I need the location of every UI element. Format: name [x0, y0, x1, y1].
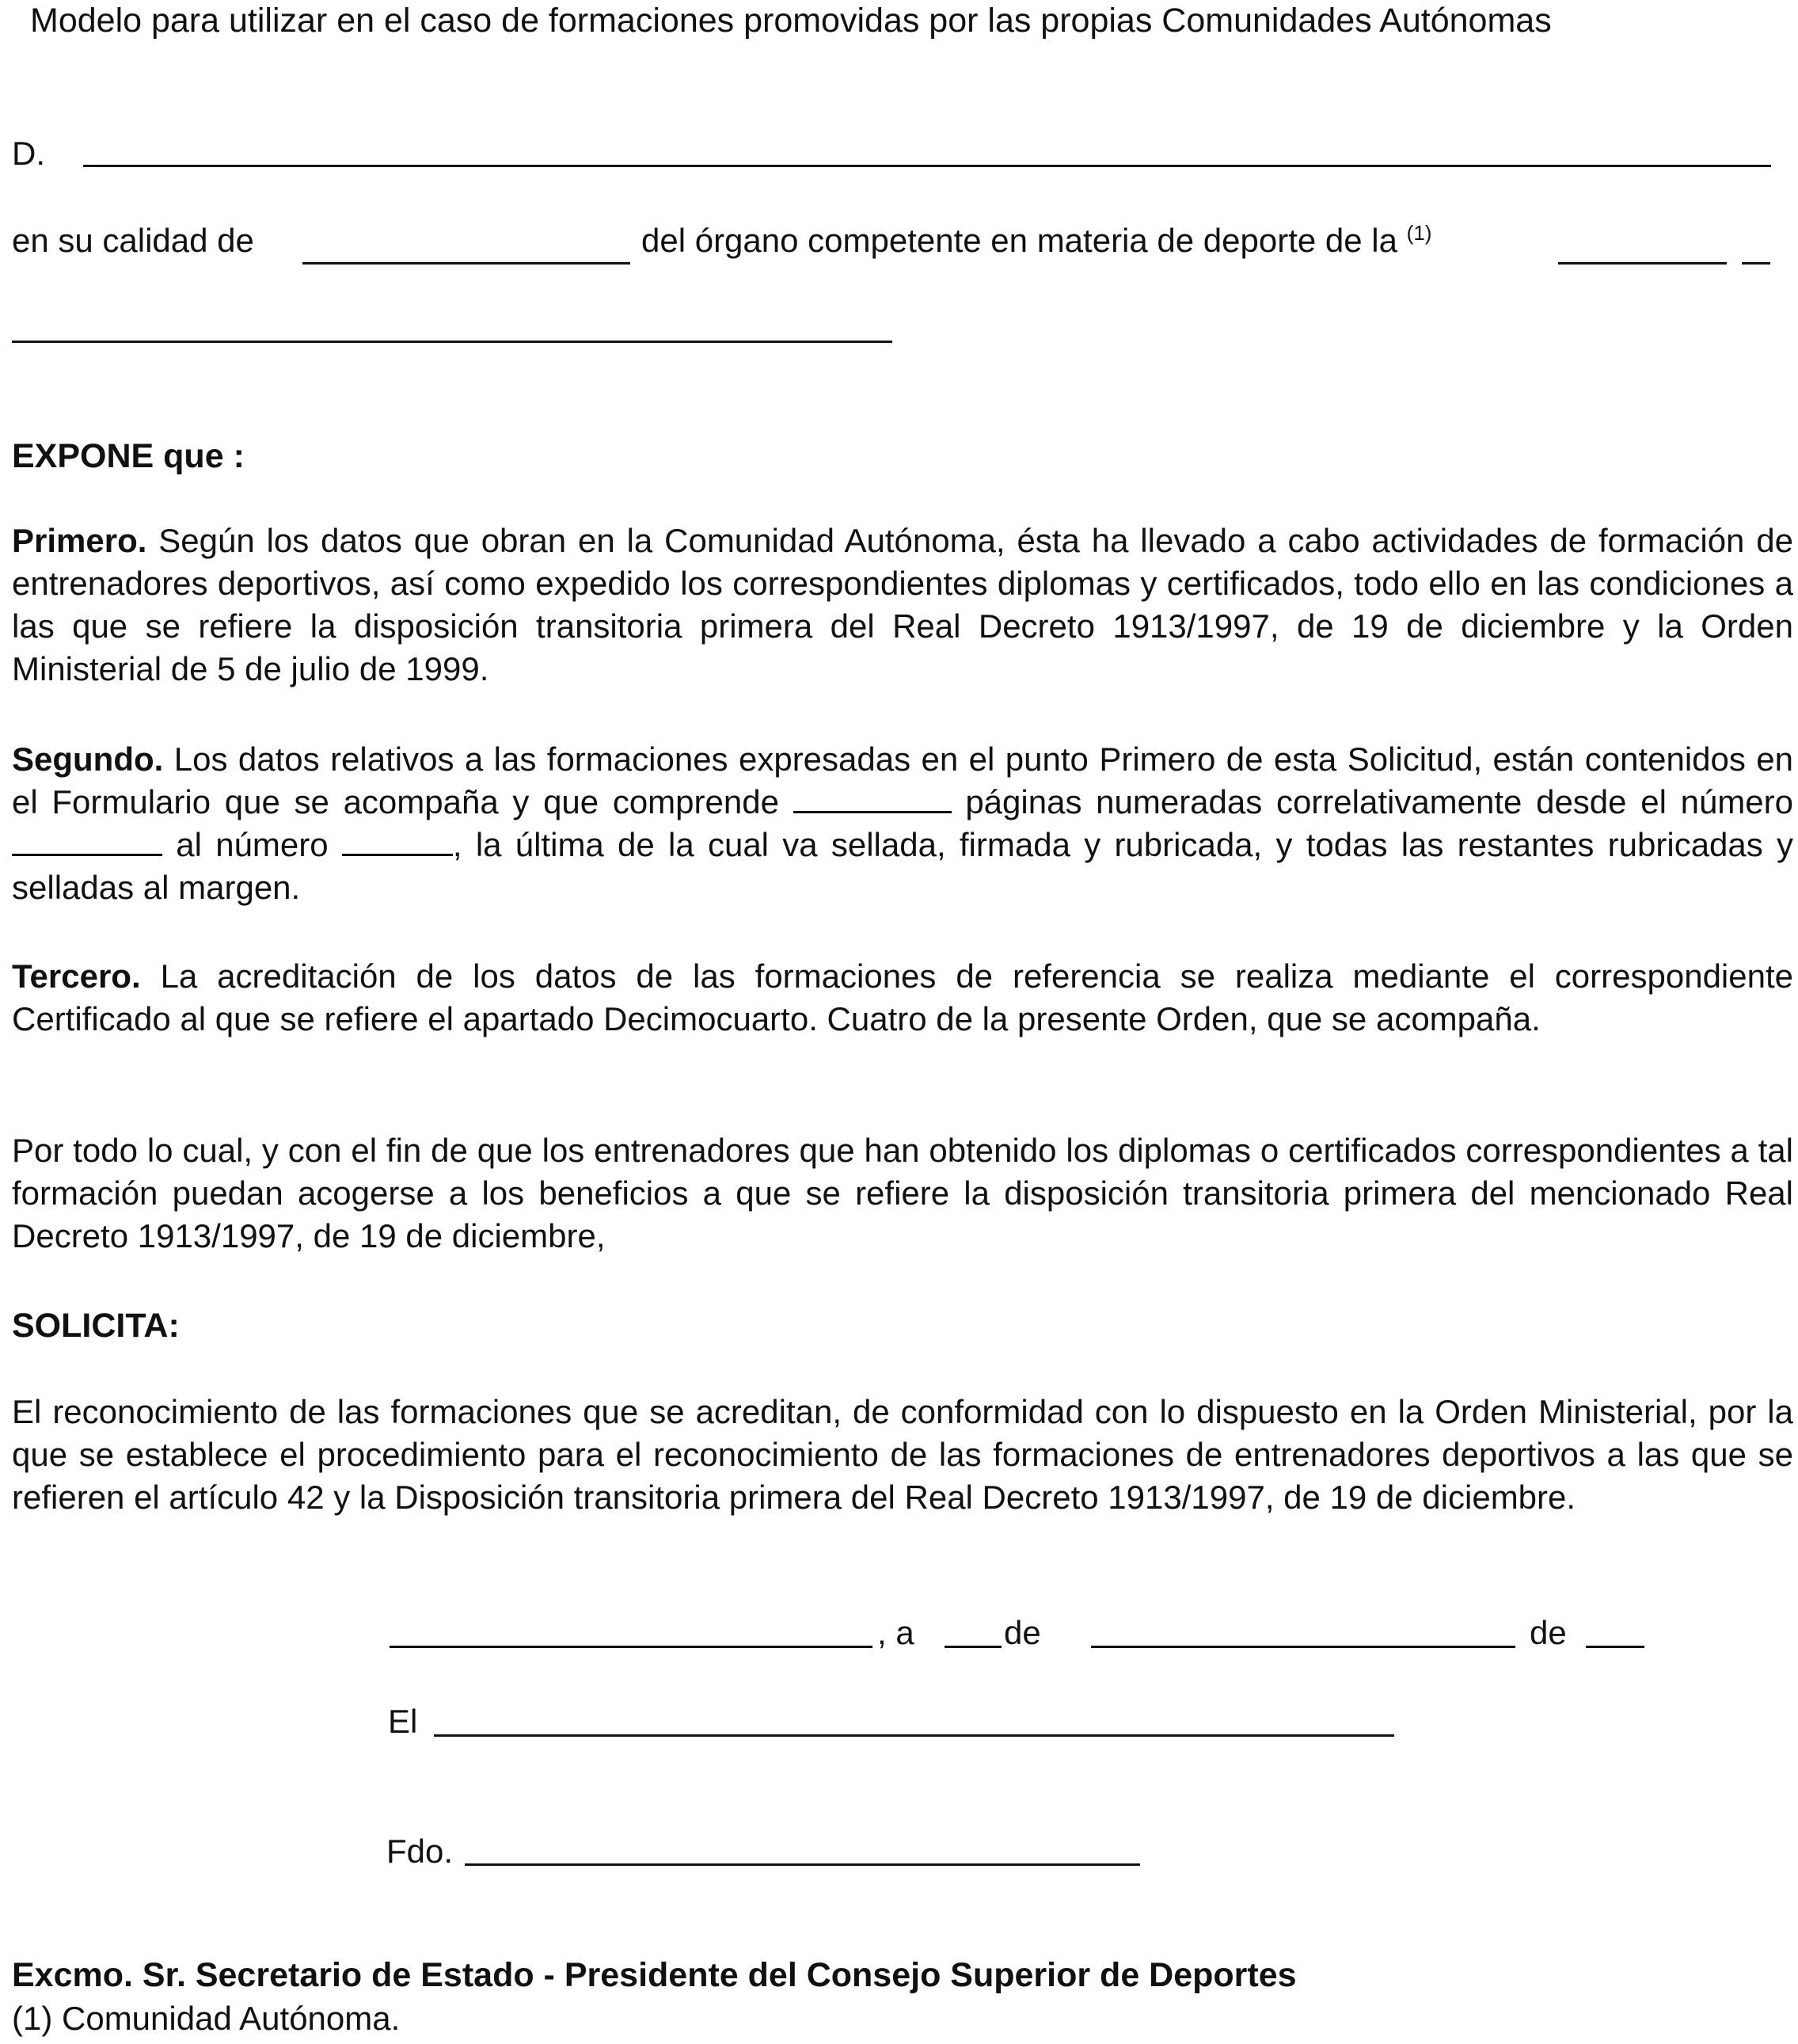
fdo-label: Fdo.: [386, 1833, 454, 1870]
footnote-text: (1) Comunidad Autónoma.: [12, 2000, 401, 2037]
primero-text: Según los datos que obran en la Comunidad Autónoma, ésta ha llevado a cabo actividades de formación de entrenadores deportivos, así como expedido los correspondientes diplomas y certificados, todo ello en las condiciones a las que se refiere la disposición transitoria primera del Real Decreto 1913/1997, de 19 de diciembre y la Orden Ministerial de 5 de julio de 1999.: [12, 522, 1793, 687]
applicant-name-field[interactable]: [83, 165, 1771, 167]
month-field[interactable]: [1091, 1646, 1515, 1648]
solicita-heading: SOLICITA:: [12, 1307, 180, 1345]
el-field[interactable]: [434, 1734, 1394, 1737]
solicita-paragraph: El reconocimiento de las formaciones que se acreditan, de conformidad con lo dispuesto en la Orden Ministerial, por la que se establece el procedimiento para el reconocimiento de las formaciones de entrenadores deportivos a las que se refieren el artículo 42 y la Disposición transitoria primera del Real Decreto 1913/1997, de 19 de diciembre.: [12, 1393, 1793, 1516]
from-number-field[interactable]: [12, 827, 162, 856]
segundo-text-c: al número: [176, 826, 329, 863]
footnote-ref: (1): [1406, 221, 1432, 245]
tercero-paragraph: [12, 955, 1793, 1041]
day-field[interactable]: [945, 1646, 1002, 1648]
tercero-label: Tercero.: [12, 957, 141, 995]
date-comma-a: , a: [877, 1614, 914, 1651]
segundo-text-a: Los datos relativos a las formaciones expresadas en el punto Primero de esta Solicitud, están contenidos en el Formulario que se acompaña y que comprende: [12, 740, 1794, 820]
comunidad-trailing-dash: [1742, 262, 1770, 265]
year-field[interactable]: [1586, 1646, 1644, 1648]
comunidad-field-continued[interactable]: [12, 341, 892, 343]
recipient-line: Excmo. Sr. Secretario de Estado - Presidente del Consejo Superior de Deportes: [12, 1956, 1297, 1994]
organo-text: [641, 220, 1431, 261]
por-todo-paragraph: Por todo lo cual, y con el fin de que los entrenadores que han obtenido los diplomas o certificados correspondientes a tal formación puedan acogerse a los beneficios a que se refiere la disposición transitoria primera del mencionado Real Decreto 1913/1997, de 19 de diciembre,: [12, 1132, 1793, 1254]
calidad-field[interactable]: [302, 262, 630, 265]
calidad-label: en su calidad de: [12, 222, 254, 259]
to-number-field[interactable]: [342, 827, 453, 856]
segundo-paragraph: [12, 738, 1793, 909]
segundo-text-d: , la última de la cual va sellada, firmada y rubricada, y todas las restantes rubricadas y selladas al margen.: [12, 826, 1794, 906]
place-field[interactable]: [390, 1646, 872, 1648]
date-de-2: de: [1530, 1614, 1567, 1651]
tercero-text: La acreditación de los datos de las formaciones de referencia se realiza mediante el correspondiente Certificado al que se refiere el apartado Decimocuarto. Cuatro de la presente Orden, que se acompaña.: [12, 957, 1794, 1037]
date-de-1: de: [1004, 1614, 1041, 1651]
document-header: Modelo para utilizar en el caso de formaciones promovidas por las propias Comunidades Autónomas: [30, 2, 1552, 40]
segundo-label: Segundo.: [12, 740, 164, 778]
num-pages-field[interactable]: [793, 784, 952, 813]
signature-field[interactable]: [465, 1863, 1140, 1866]
primero-label: Primero.: [12, 522, 147, 559]
comunidad-field[interactable]: [1558, 262, 1727, 265]
el-label: El: [388, 1703, 418, 1740]
applicant-prefix: D.: [12, 135, 45, 172]
organo-label: del órgano competente en materia de deporte de la: [641, 222, 1397, 259]
expone-heading: EXPONE que :: [12, 437, 245, 475]
segundo-text-b: páginas numeradas correlativamente desde el número: [965, 783, 1793, 820]
primero-paragraph: [12, 520, 1793, 691]
